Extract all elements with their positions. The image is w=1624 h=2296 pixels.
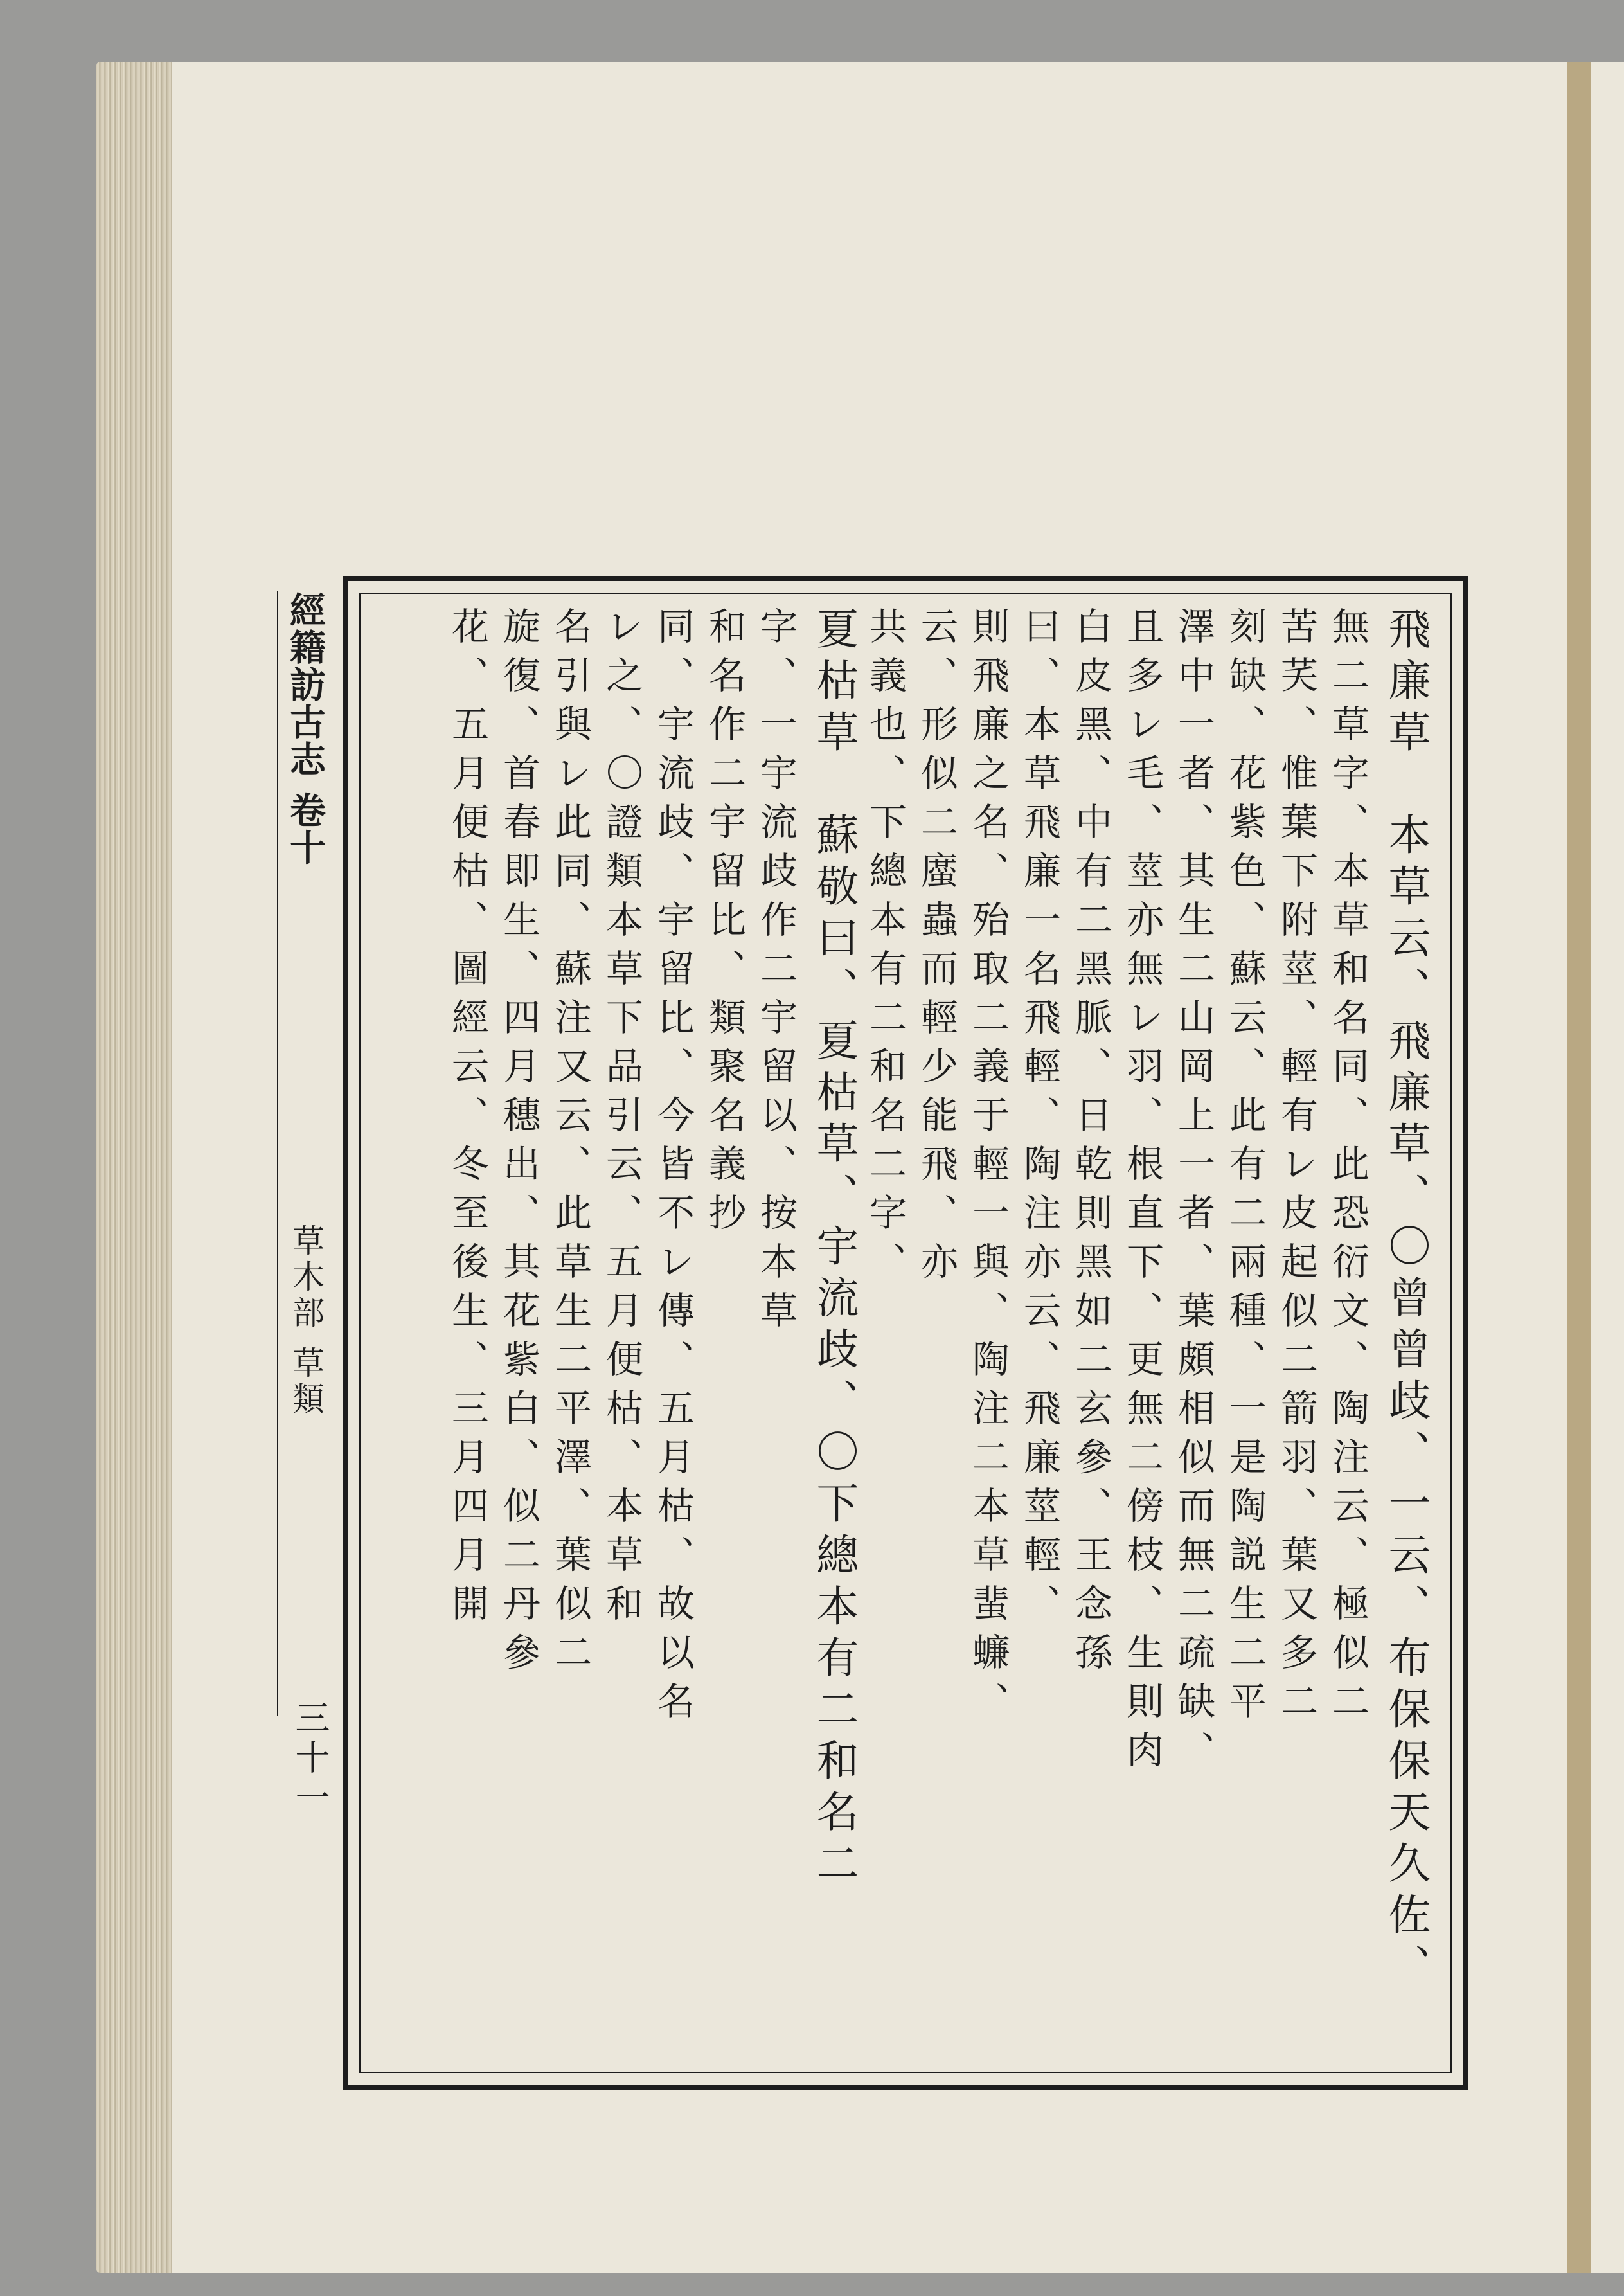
text-column-9: 則飛廉之名、殆取二義于輕一與、陶注二本草蜚蠊、 — [966, 607, 1010, 1730]
left-page — [172, 62, 1567, 2273]
text-column-7: 白皮黑、中有二黑脈、日乾則黑如二玄參、王念孫 — [1069, 607, 1112, 1682]
text-column-14: 和名作二宇留比、類聚名義抄 — [702, 607, 746, 1242]
text-column-15: 同、宇流歧、宇留比、今皆不レ傳、五月枯、故以名 — [651, 607, 695, 1730]
text-column-2: 無二草字、本草和名同、此恐衍文、陶注云、極似二 — [1326, 607, 1370, 1730]
text-column-3: 苦芺、惟葉下附莖、輕有レ皮起似二箭羽、葉又多二 — [1274, 607, 1318, 1730]
text-column-16: レ之、〇證類本草下品引云、五月便枯、本草和 — [600, 607, 643, 1633]
book-gutter — [1567, 62, 1591, 2273]
text-column-6: 且多レ毛、莖亦無レ羽、根直下、更無二傍枝、生則肉 — [1120, 607, 1164, 1779]
text-column-4: 刻缺、花紫色、蘇云、此有二兩種、一是陶説生二平 — [1223, 607, 1267, 1730]
margin-page-number: 三十一 — [290, 1700, 330, 1819]
text-column-17: 名引與レ此同、蘇注又云、此草生二平澤、葉似二 — [548, 607, 592, 1682]
text-column-13: 字、一宇流歧作二宇留以、按本草 — [754, 607, 798, 1340]
text-column-18: 旋復、首春即生、四月穗出、其花紫白、似二丹參 — [497, 607, 540, 1682]
text-column-10: 云、形似二䗪蟲而輕少能飛、亦 — [915, 607, 958, 1291]
margin-book-title: 經籍訪古志 卷十 — [284, 591, 326, 866]
text-column-12: 夏枯草 蘇敬曰、夏枯草、宇流歧、〇下總本有二和名二 — [809, 607, 859, 1892]
right-page-edge — [1591, 62, 1624, 2273]
text-column-8: 曰、本草飛廉一名飛輕、陶注亦云、飛廉莖輕、 — [1017, 607, 1061, 1633]
text-column-1: 飛廉草 本草云、飛廉草、〇曾曾歧、一云、布保保天久佐、 — [1381, 607, 1431, 1995]
text-column-5: 澤中一者、其生二山岡上一者、葉頗相似而無二疏缺、 — [1172, 607, 1215, 1779]
margin-section-label: 草木部 草類 — [287, 1224, 325, 1418]
text-column-19: 花、五月便枯、圖經云、冬至後生、三月四月開 — [445, 607, 489, 1633]
text-column-11: 共義也、下總本有二和名二字、 — [863, 607, 907, 1291]
text-frame — [284, 576, 1468, 2090]
book-spread — [96, 62, 1624, 2273]
margin-fishtail — [277, 591, 332, 1716]
